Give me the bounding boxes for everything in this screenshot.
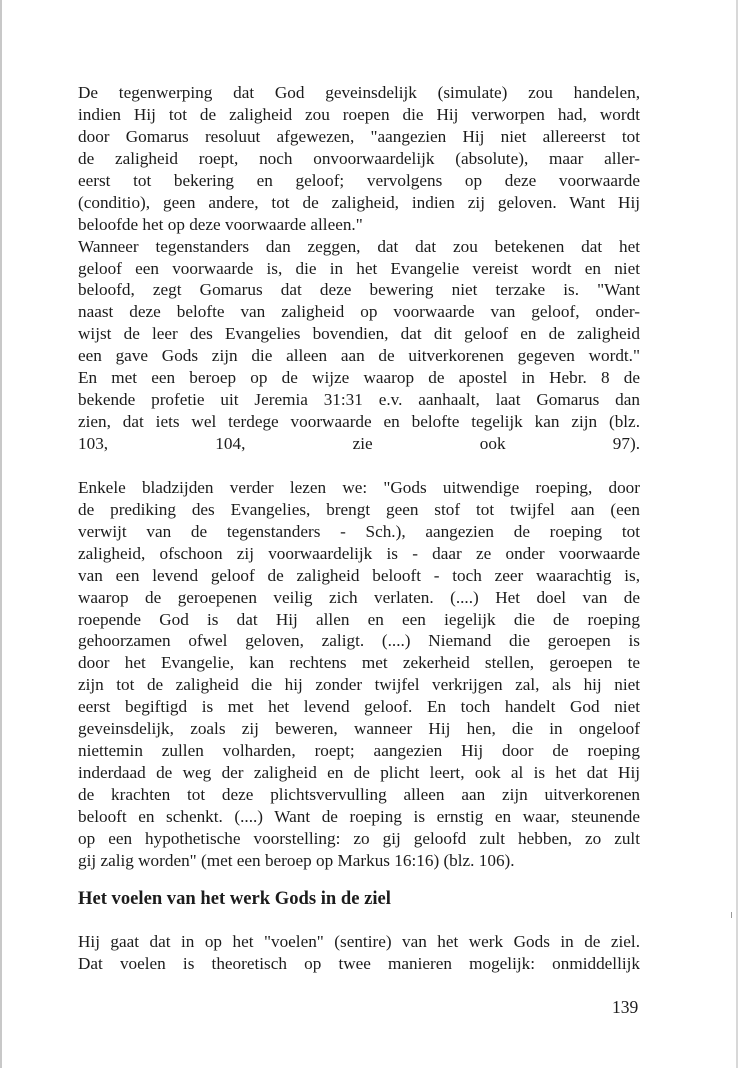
- text-line: gij zalig worden" (met een beroep op Markus 16:16) (blz. 106).: [78, 850, 515, 870]
- text-line: beloofde het op deze voorwaarde alleen.": [78, 214, 363, 234]
- closing-paragraph: [78, 931, 640, 975]
- text-line: niettemin zullen volharden, roept; aangezien Hij door de roeping: [78, 741, 640, 761]
- body-text: [78, 82, 640, 872]
- section-heading: Het voelen van het werk Gods in de ziel: [78, 888, 391, 909]
- text-line: wijst de leer des Evangelies bovendien, dat dit geloof en de zaligheid: [78, 324, 640, 344]
- text-line: [78, 455, 640, 477]
- page-number: 139: [612, 997, 639, 1017]
- text-line: de zaligheid roept, noch onvoorwaardelijk (absolute), maar aller-: [78, 148, 640, 168]
- text-line: belooft en schenkt. (....) Want de roeping is ernstig en waar, steunende: [78, 806, 640, 826]
- text-line: zien, dat iets wel terdege voorwaarde en belofte tegelijk kan zijn (blz.: [78, 412, 640, 432]
- text-line: van een levend geloof de zaligheid belooft - toch zeer waarachtig is,: [78, 565, 640, 585]
- text-line: de prediking des Evangelies, brengt geen stof tot twijfel aan (een: [78, 499, 640, 519]
- text-line: 103, 104, zie ook 97).: [78, 434, 640, 453]
- text-line: eerst begiftigd is met het levend geloof. En toch handelt God niet: [78, 697, 640, 717]
- page-edge-left: [0, 0, 2, 1068]
- text-line: De tegenwerping dat God geveinsdelijk (simulate) zou handelen,: [78, 83, 640, 102]
- text-line: door Gomarus resoluut afgewezen, "aangezien Hij niet allereerst tot: [78, 126, 640, 146]
- text-line: beloofd, zegt Gomarus dat deze bewering niet terzake is. "Want: [78, 280, 640, 300]
- text-line: inderdaad de weg der zaligheid en de plicht leert, ook al is het dat Hij: [78, 763, 640, 783]
- text-line: waarop de geroepenen veilig zich verlaten. (....) Het doel van de: [78, 587, 640, 607]
- text-line: een gave Gods zijn die alleen aan de uitverkorenen gegeven wordt.": [78, 346, 640, 366]
- text-line: op een hypothetische voorstelling: zo gij geloofd zult hebben, zo zult: [78, 828, 640, 848]
- text-line: geloof een voorwaarde is, die in het Evangelie vereist wordt en niet: [78, 258, 640, 278]
- margin-mark: [731, 912, 732, 918]
- text-line: naast deze belofte van zaligheid op voorwaarde van geloof, onder-: [78, 302, 640, 322]
- text-line: Hij gaat dat in op het "voelen" (sentire) van het werk Gods in de ziel.: [78, 932, 640, 951]
- text-line: En met een beroep op de wijze waarop de apostel in Hebr. 8 de: [78, 368, 640, 388]
- text-line: Wanneer tegenstanders dan zeggen, dat dat zou betekenen dat het: [78, 236, 640, 256]
- text-line: Enkele bladzijden verder lezen we: "Gods uitwendige roeping, door: [78, 477, 640, 497]
- text-line: zaligheid, ofschoon zij voorwaardelijk is - daar ze onder voorwaarde: [78, 543, 640, 563]
- text-line: roepende God is dat Hij allen en een iegelijk die de roeping: [78, 609, 640, 629]
- text-line: indien Hij tot de zaligheid zou roepen die Hij verworpen had, wordt: [78, 104, 640, 124]
- text-line: door het Evangelie, kan rechtens met zekerheid stellen, geroepen te: [78, 653, 640, 673]
- text-line: verwijt van de tegenstanders - Sch.), aangezien de roeping tot: [78, 521, 640, 541]
- text-line: eerst tot bekering en geloof; vervolgens op deze voorwaarde: [78, 170, 640, 190]
- text-line: de krachten tot deze plichtsvervulling alleen aan zijn uitverkorenen: [78, 785, 640, 804]
- paragraph-3: [78, 477, 640, 872]
- text-line: geveinsdelijk, zoals zij beweren, wanneer Hij hen, die in ongeloof: [78, 719, 640, 739]
- text-line: Dat voelen is theoretisch op twee manieren mogelijk: onmiddellijk: [78, 953, 640, 973]
- paragraph-1: [78, 82, 640, 236]
- text-line: (conditio), geen andere, tot de zaligheid, indien zij geloven. Want Hij: [78, 192, 640, 212]
- text-line: gehoorzamen ofwel geloven, zaligt. (....) Niemand die geroepen is: [78, 631, 640, 651]
- text-line: bekende profetie uit Jeremia 31:31 e.v. aanhaalt, laat Gomarus dan: [78, 390, 640, 410]
- text-line: zijn tot de zaligheid die hij zonder twijfel verkrijgen zal, als hij niet: [78, 675, 640, 695]
- paragraph-2: [78, 236, 640, 477]
